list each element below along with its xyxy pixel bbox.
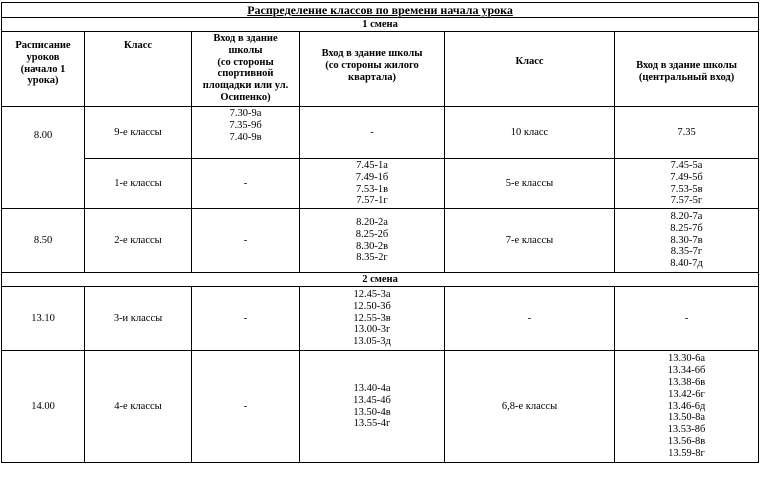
header-class: Класс	[85, 32, 192, 107]
central-entrance-cell: 13.30-6а 13.34-6б 13.38-6в 13.42-6г 13.46-6д 13.50-8а 13.53-8б 13.56-8в 13.59-8г	[615, 351, 759, 463]
sport-entrance-cell: -	[192, 287, 300, 351]
time-cell: 8.00	[2, 107, 85, 209]
schedule-document	[1, 2, 758, 475]
central-entrance-cell: 7.35	[615, 107, 759, 159]
residential-entrance-cell: -	[300, 107, 445, 159]
class-cell: 4-е классы	[85, 351, 192, 463]
sport-entrance-cell: -	[192, 209, 300, 273]
table-row	[2, 107, 759, 159]
schedule-table	[1, 2, 759, 463]
residential-entrance-cell: 12.45-3а 12.50-3б 12.55-3в 13.00-3г 13.05-3д	[300, 287, 445, 351]
table-row	[2, 209, 759, 273]
class-cell: 3-и классы	[85, 287, 192, 351]
residential-entrance-cell: 13.40-4а 13.45-4б 13.50-4в 13.55-4г	[300, 351, 445, 463]
time-cell: 14.00	[2, 351, 85, 463]
central-entrance-cell: 8.20-7а 8.25-7б 8.30-7в 8.35-7г 8.40-7д	[615, 209, 759, 273]
time-cell: 8.50	[2, 209, 85, 273]
sport-entrance-cell: -	[192, 351, 300, 463]
header-entrance-residential: Вход в здание школы (со стороны жилого квартала)	[300, 32, 445, 107]
class-cell: 2-е классы	[85, 209, 192, 273]
class-2-cell: 10 класс	[445, 107, 615, 159]
table-title: Распределение классов по времени начала урока	[2, 3, 759, 18]
shift-2-banner: 2 смена	[2, 273, 759, 287]
class-2-cell: -	[445, 287, 615, 351]
class-2-cell: 7-е классы	[445, 209, 615, 273]
class-2-cell: 5-е классы	[445, 159, 615, 209]
class-2-cell: 6,8-е классы	[445, 351, 615, 463]
residential-entrance-cell: 7.45-1а 7.49-1б 7.53-1в 7.57-1г	[300, 159, 445, 209]
class-cell: 1-е классы	[85, 159, 192, 209]
table-row	[2, 287, 759, 351]
residential-entrance-cell: 8.20-2а 8.25-2б 8.30-2в 8.35-2г	[300, 209, 445, 273]
header-class-2: Класс	[445, 32, 615, 107]
table-row	[2, 159, 759, 209]
header-entrance-central: Вход в здание школы (центральный вход)	[615, 32, 759, 107]
time-cell: 13.10	[2, 287, 85, 351]
central-entrance-cell: 7.45-5а 7.49-5б 7.53-5в 7.57-5г	[615, 159, 759, 209]
class-cell: 9-е классы	[85, 107, 192, 159]
central-entrance-cell: -	[615, 287, 759, 351]
header-entrance-sport: Вход в здание школы (со стороны спортивной площадки или ул. Осипенко)	[192, 32, 300, 107]
header-row	[2, 32, 759, 107]
header-schedule: Расписание уроков (начало 1 урока)	[2, 32, 85, 107]
sport-entrance-cell: -	[192, 159, 300, 209]
table-row	[2, 351, 759, 463]
shift-1-banner: 1 смена	[2, 18, 759, 32]
sport-entrance-cell: 7.30-9а 7.35-9б 7.40-9в	[192, 107, 300, 159]
